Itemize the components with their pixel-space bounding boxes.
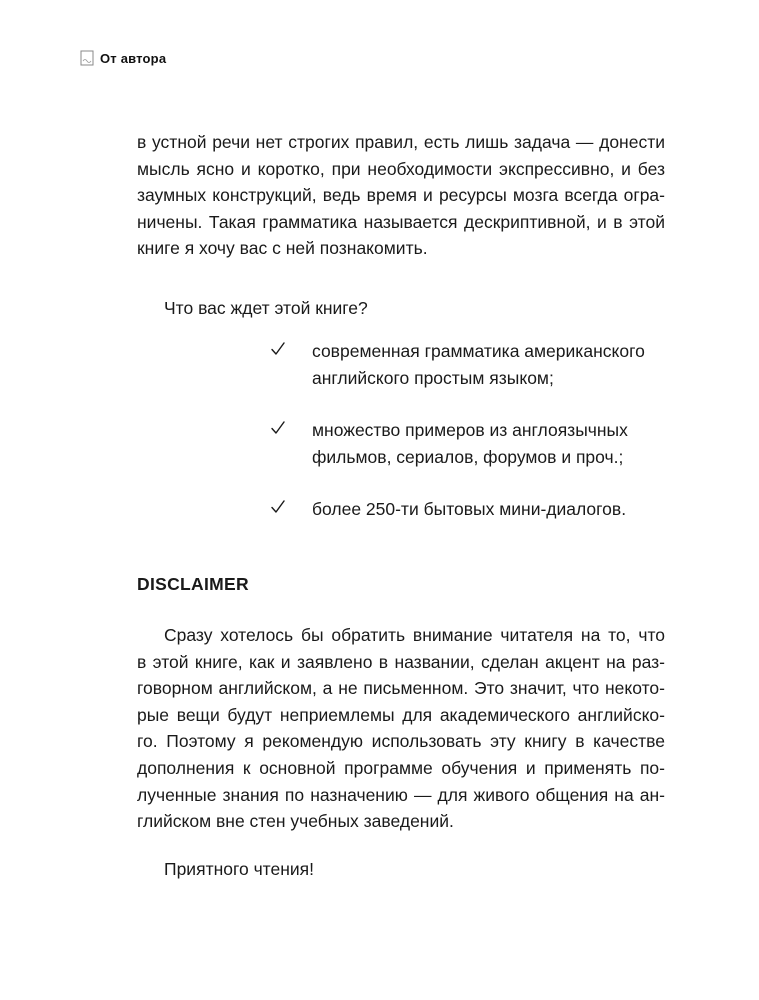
text-line: рые вещи будут неприемлемы для академического английско- (137, 704, 665, 725)
text-line: ничены. Такая грамматика называется дескриптивной, и в этой (137, 211, 665, 232)
text-line: книге я хочу вас с ней познакомить. (137, 238, 428, 259)
text-line: в устной речи нет строгих правил, есть лишь задача — донести (137, 132, 665, 152)
text-line: мысль ясно и коротко, при необходимости экспрессивно, и без (137, 158, 665, 179)
text-line: заумных конструкций, ведь время и ресурсы мозга всегда огра- (137, 185, 665, 206)
list-item-line: современная грамматика американского (312, 341, 645, 361)
list-item-line: множество примеров из англоязычных (312, 420, 628, 441)
checkmark-icon (270, 341, 286, 357)
list-item-line: более 250-ти бытовых мини-диалогов. (312, 499, 627, 520)
text-line: говорном английском, а не письменном. Это значит, что некото- (137, 678, 665, 699)
list-item (270, 338, 690, 391)
running-header (80, 50, 166, 66)
text-line: дополнения к основной программе обучения и применять по- (137, 757, 665, 778)
text-line: в этой книге, как и заявлено в названии, сделан акцент на раз- (137, 651, 665, 672)
page-section-title: От автора (100, 50, 167, 66)
text-line: Сразу хотелось бы обратить внимание читателя на то, что (164, 625, 665, 645)
checkmark-icon (270, 420, 286, 436)
text-line: го. Поэтому я рекомендую использовать эту книгу в качестве (137, 731, 665, 752)
intro-paragraph (137, 129, 665, 262)
text-line: лученные знания по назначению — для живого общения на ан- (137, 784, 665, 805)
disclaimer-heading: DISCLAIMER (137, 574, 249, 594)
feature-list (270, 338, 690, 523)
list-item (270, 496, 690, 523)
question-paragraph: Что вас ждет этой книге? (164, 298, 368, 318)
disclaimer-paragraph (137, 622, 665, 835)
checkmark-icon (270, 499, 286, 515)
book-page-icon (80, 50, 94, 66)
list-item-line: фильмов, сериалов, форумов и проч.; (312, 446, 624, 467)
closing-paragraph: Приятного чтения! (164, 859, 315, 879)
list-item-line: английского простым языком; (312, 367, 554, 388)
text-line: глийском вне стен учебных заведений. (137, 811, 454, 832)
list-item (270, 417, 690, 470)
